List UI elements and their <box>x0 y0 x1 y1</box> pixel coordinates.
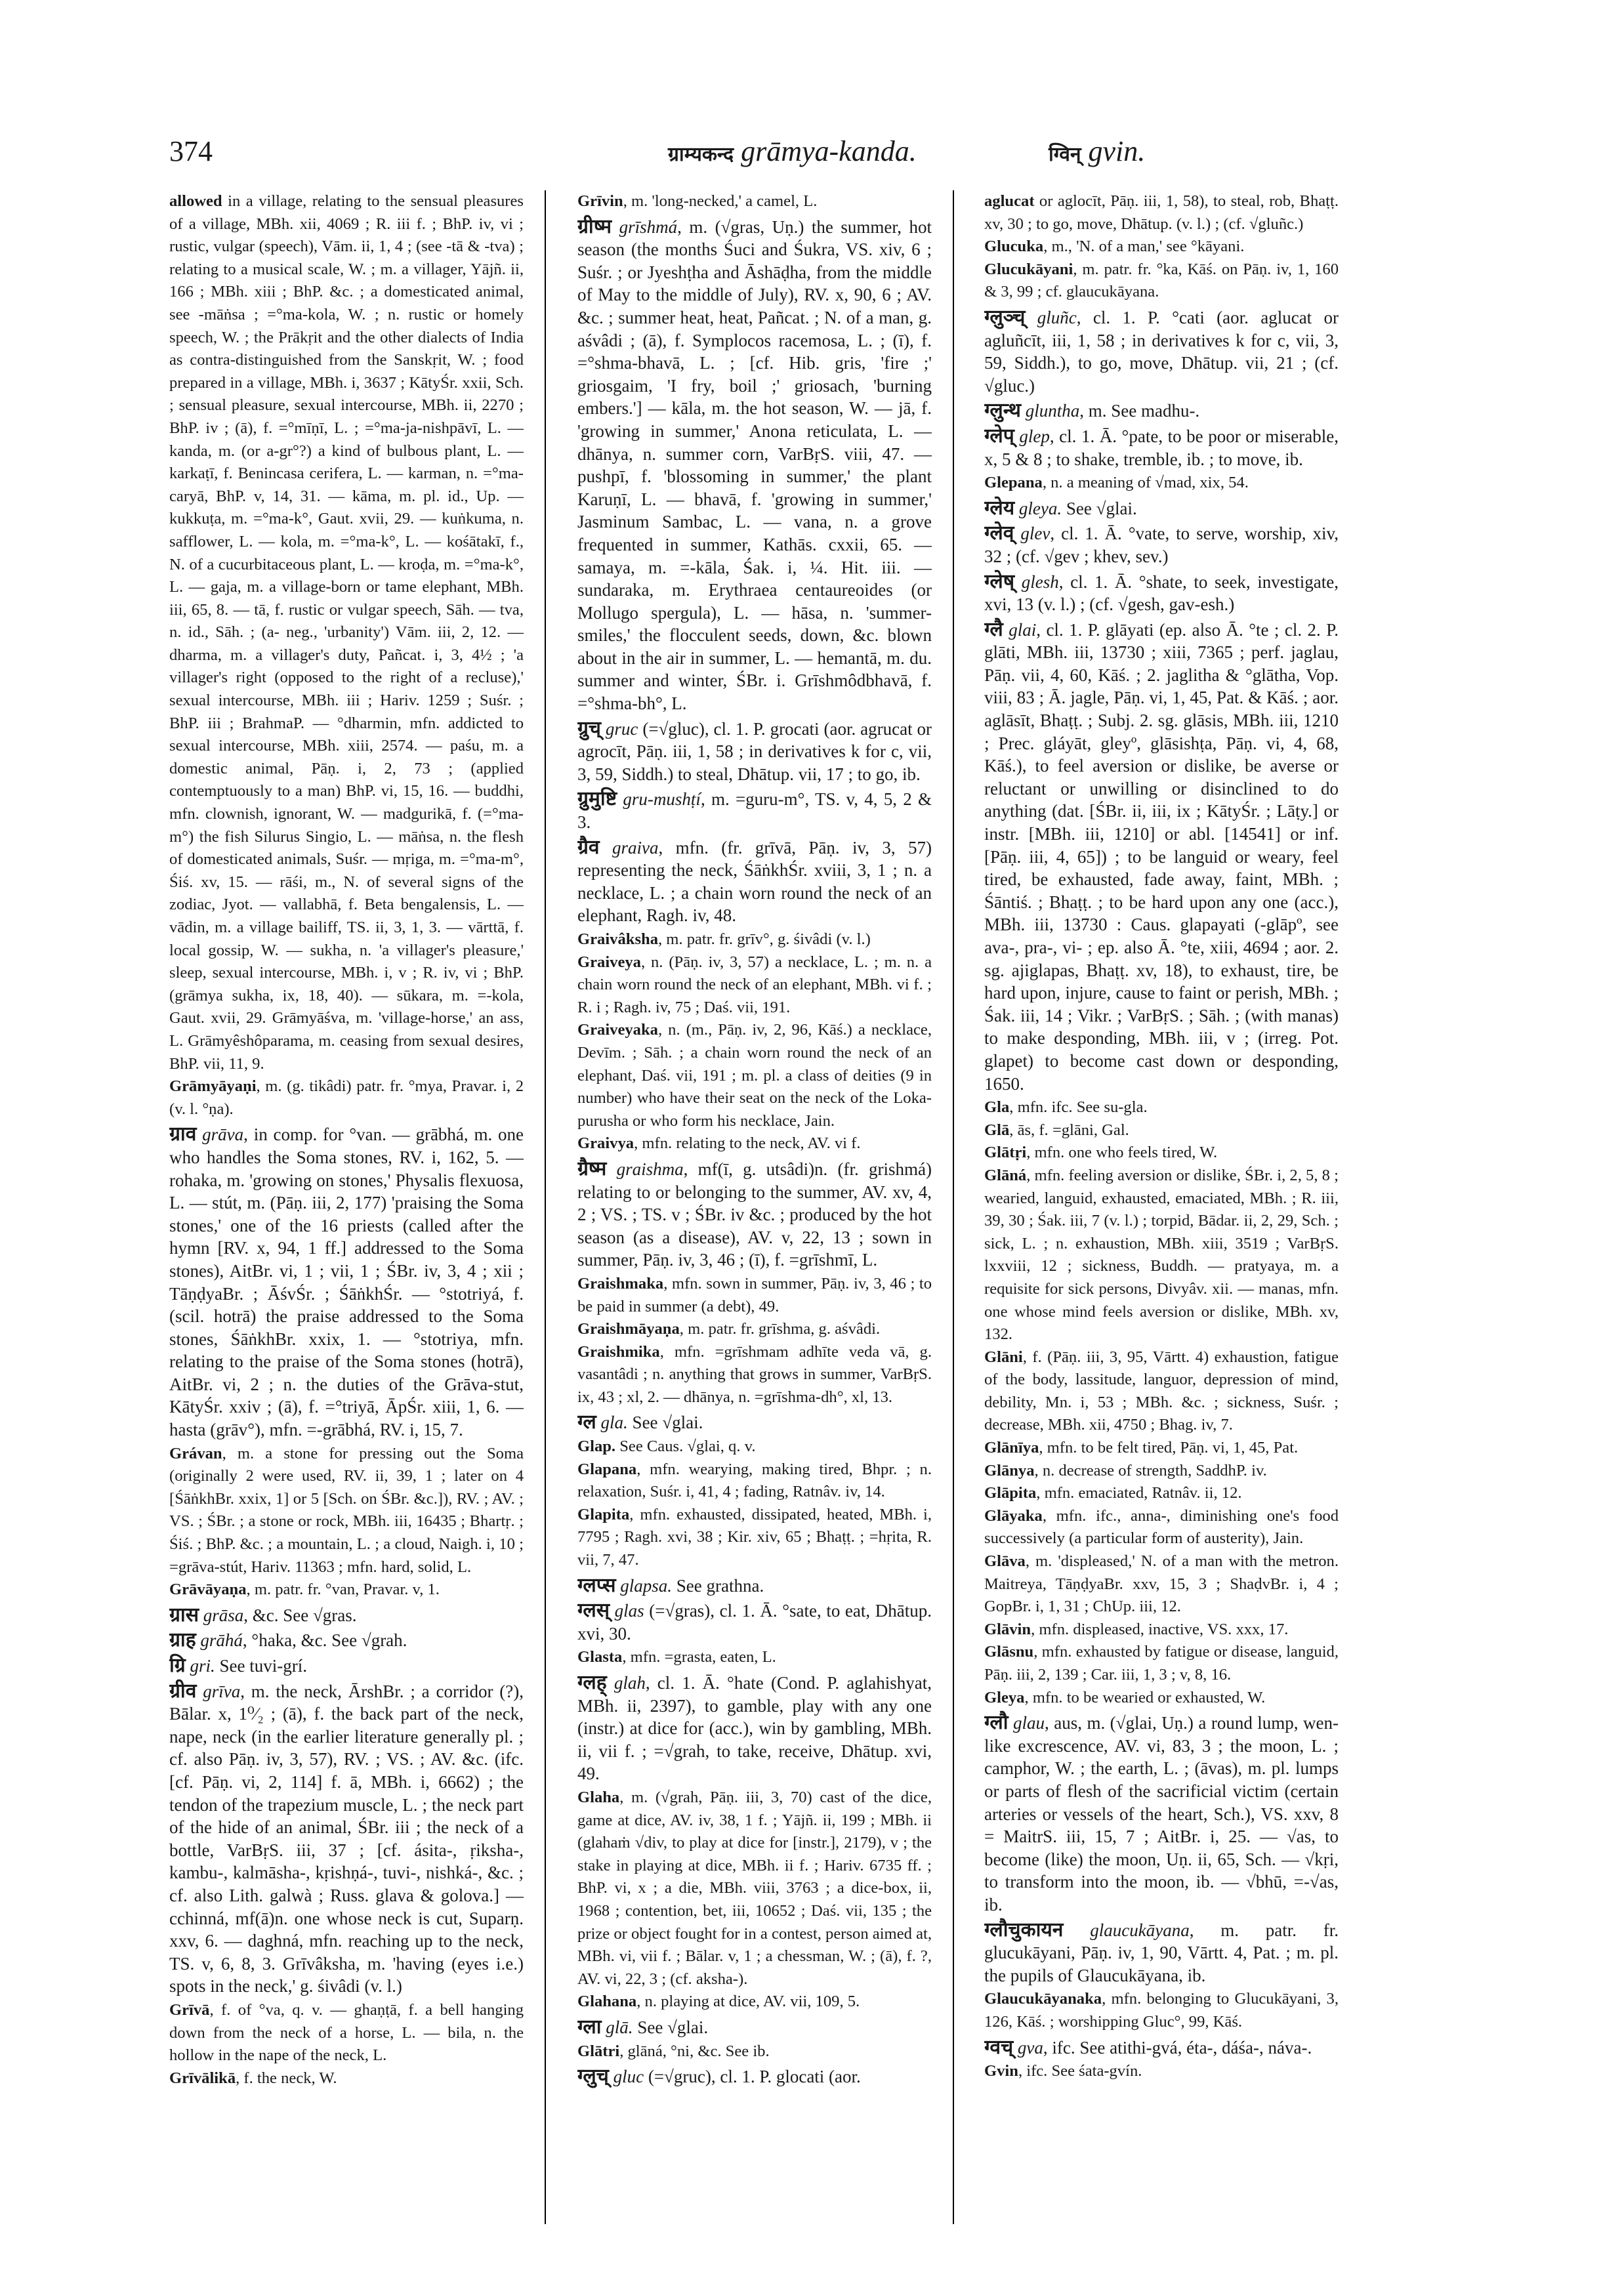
entry-text: Glapita, mfn. exhausted, dissipated, heated, MBh. i, 7795 ; Ragh. xvi, 38 ; Kir. xiv, 65 ; Bhaṭṭ. ; =hṛita, R. vii, 7, 47. <box>577 1505 932 1569</box>
dictionary-entry <box>984 1096 1339 1119</box>
left-headword-transliteration: grāmya-kanda. <box>741 135 917 167</box>
entry-text: Glāyaka, mfn. ifc., anna-, diminishing one's food successively (a particular form of austerity), Jain. <box>984 1506 1339 1548</box>
dictionary-entry <box>984 1619 1339 1642</box>
entry-text: Graishmāyaṇa, m. patr. fr. grīshma, g. aśvâdi. <box>577 1320 881 1338</box>
dictionary-entry <box>169 1655 524 1678</box>
dictionary-entry <box>984 1437 1339 1460</box>
entry-text: glai, cl. 1. P. glāyati (ep. also Ā. °te ; cl. 2. P. glāti, MBh. iii, 13730 ; xiii, 7365 ; perf. jaglau, Pāṇ. vii, 4, 60, Kāś. ; 2. jaglitha & °glātha, Vop. viii, 83 ; Ā. jagle, Pāṇ. vi, 1, 45, Pat. & Kāś. ; aor. aglāsīt, Bhaṭṭ. ; Subj. 2. sg. glāsis, MBh. iii, 1210 ; Prec. gláyāt, gleyº, glāsishṭa, Pāṇ. vi, 4, 68, Kāś.), to feel aversion or dislike, be averse or reluctant or unwilling or disinclined to do anything (dat. [ŚBr. ii, iii, ix ; KātyŚr. ; Lāṭy.] or instr. [MBh. iii, 1210] or abl. [14541] or inf. [Pāṇ. iii, 4, 65]) ; to be languid or weary, feel tired, be exhausted, fade away, faint, MBh. ; Śāntiś. ; Bhaṭṭ. ; to be hard upon any one (acc.), MBh. iii, 13730 : Caus. glapayati (-glāpº, see ava-, pra-, vi- ; ep. also Ā. °te, xiii, 4694 ; aor. 2. sg. ajiglapas, Bhaṭṭ. xv, 18), to exhaust, tire, be hard upon, injure, cause to faint or perish, MBh. ; Śak. iii, 14 ; Vikr. ; VarBṛS. ; Sāh. ; (with manas) to make desponding, MBh. iii, v ; (irreg. Pot. glapet) to become cast down or desponding, 1650. <box>984 619 1339 1094</box>
dictionary-entry <box>169 190 524 1075</box>
dictionary-entry <box>984 1988 1339 2033</box>
dictionary-entry <box>984 1712 1339 1916</box>
dictionary-entry <box>984 306 1339 397</box>
entry-text: gva, ifc. See atithi-gvá, éta-, dáśa-, náva-. <box>1017 2037 1312 2057</box>
entry-text: glaucukāyana, m. patr. fr. glucukāyani, Pāṇ. iv, 1, 90, Vārtt. 4, Pat. ; m. pl. the pupils of Glaucukāyana, ib. <box>984 1920 1339 1985</box>
dictionary-entry <box>169 1629 524 1652</box>
entry-text: Grāvāyaṇa, m. patr. fr. °van, Pravar. v, 1. <box>169 1581 440 1599</box>
entry-text: Grīvin, m. 'long-necked,' a camel, L. <box>577 192 818 210</box>
entry-devanagari-headword: ग्लुञ्च् <box>984 305 1026 329</box>
entry-devanagari-headword: ग्लह् <box>577 1671 607 1694</box>
dictionary-entry <box>577 1600 932 1645</box>
entry-text: glep, cl. 1. Ā. °pate, to be poor or miserable, x, 5 & 8 ; to shake, tremble, ib. ; to move, ib. <box>984 426 1339 469</box>
dictionary-entry <box>984 236 1339 258</box>
entry-text: Glāvin, mfn. displeased, inactive, VS. xxx, 17. <box>984 1620 1289 1638</box>
entry-text: Graivâksha, m. patr. fr. grīv°, g. śivâdi (v. l.) <box>577 930 871 948</box>
entry-text: Graishmika, mfn. =grīshmam adhīte veda vā, g. vasantâdi ; n. anything that grows in summer, VarBṛS. ix, 43 ; xl, 2. — dhānya, n. =grīshma-dh°, xl, 13. <box>577 1342 932 1406</box>
entry-devanagari-headword: ग्रि <box>169 1654 186 1677</box>
entry-text: Glātri, glāná, °ni, &c. See ib. <box>577 2042 770 2060</box>
dictionary-entry <box>577 1504 932 1572</box>
dictionary-entry <box>577 2065 932 2088</box>
entry-text: gluñc, cl. 1. P. °cati (aor. aglucat or agluñcīt, iii, 1, 58 ; in derivatives k for c, vii, 3, 59, Siddh.), to go, move, Dhātup. vii, 21 ; (cf. √gluc.) <box>984 307 1339 396</box>
entry-text: Graiveya, n. (Pāṇ. iv, 3, 57) a necklace, L. ; m. n. a chain worn round the neck of an elephant, MBh. vi f. ; R. i ; Ragh. iv, 75 ; Daś. vii, 191. <box>577 953 932 1016</box>
dictionary-entry <box>984 1142 1339 1165</box>
column-divider <box>953 190 954 2224</box>
entry-text: gleya. See √glai. <box>1018 498 1137 518</box>
left-headword-devanagari: ग्राम्यकन्द <box>668 143 734 166</box>
dictionary-entry <box>169 1579 524 1602</box>
column-1 <box>169 190 524 2237</box>
entry-text: Glahana, n. playing at dice, AV. vii, 109, 5. <box>577 1993 860 2011</box>
page-number: 374 <box>169 135 213 167</box>
entry-text: gla. See √glai. <box>600 1413 703 1433</box>
right-headword-devanagari: ग्विन् <box>1049 143 1081 166</box>
column-2 <box>577 190 932 2237</box>
entry-text: gruc (=√gluc), cl. 1. P. grocati (aor. agrucat or agrocīt, Pāṇ. iii, 1, 58 ; in derivatives k for c, vii, 3, 59, Siddh.) to steal, Dhātup. vii, 17 ; to go, ib. <box>577 718 932 784</box>
entry-text: Gleya, mfn. to be wearied or exhausted, W. <box>984 1688 1266 1706</box>
entry-text: Glucukāyani, m. patr. fr. °ka, Kāś. on Pāṇ. iv, 1, 160 & 3, 99 ; cf. glaucukāyana. <box>984 260 1339 301</box>
entry-text: glesh, cl. 1. Ā. °shate, to seek, investigate, xvi, 13 (v. l.) ; (cf. √gesh, gav-esh.) <box>984 571 1339 615</box>
entry-devanagari-headword: ग्ल <box>577 1411 596 1434</box>
entry-text: glau, aus, m. (√glai, Uṇ.) a round lump, wen-like excrescence, AV. vi, 83, 3 ; the moon, L. ; camphor, W. ; the earth, L. ; (āvas), m. pl. lumps or parts of flesh of the sacrificial victim (certain arteries or vessels of the heart, Sch.), VS. xxv, 8 = MaitrS. iii, 15, 7 ; AitBr. i, 25. — √as, to become (like) the moon, Uṇ. ii, 65, Sch. — √kṛi, to transform into the moon, ib. — √bhū, =-√as, ib. <box>984 1713 1339 1914</box>
entry-devanagari-headword: ग्लेष् <box>984 569 1015 593</box>
dictionary-entry <box>984 2037 1339 2059</box>
entry-devanagari-headword: ग्लेय <box>984 496 1015 520</box>
entry-text: Glasta, mfn. =grasta, eaten, L. <box>577 1648 776 1666</box>
dictionary-entry <box>984 1460 1339 1483</box>
dictionary-entry <box>169 1075 524 1121</box>
entry-devanagari-headword: ग्लौ <box>984 1711 1009 1735</box>
dictionary-entry <box>577 951 932 1020</box>
entry-text: graiva, mfn. (fr. grīvā, Pāṇ. iv, 3, 57) representing the neck, ŚāṅkhŚr. xviii, 3, 1 ; n. a necklace, L. ; a chain worn round the neck of an elephant, Ragh. iv, 48. <box>577 837 932 926</box>
right-headword-transliteration: gvin. <box>1088 135 1146 167</box>
dictionary-entry <box>577 837 932 927</box>
entry-text: allowed in a village, relating to the sensual pleasures of a village, MBh. xii, 4069 ; R. iii f. ; BhP. iv, vi ; rustic, vulgar (speech), Vām. ii, 1, 4 ; (see -tā & -tva) ; relating to a musical scale, W. ; m. a villager, Yājñ. ii, 166 ; MBh. xiii ; BhP. &c. ; a domesticated animal, see -māṅsa ; =°ma-kola, W. ; n. rustic or homely speech, W. ; the Prākṛit and the other dialects of India as contra-distinguished from the Sanskṛit, W. ; food prepared in a village, MBh. i, 3637 ; KātyŚr. xxii, Sch. ; sensual pleasure, sexual intercourse, MBh. ii, 2270 ; BhP. iv ; (ā), f. =°mīṇī, L. ; =°ma-ja-nishpāvī, L. — kanda, m. (or a-gr°?) a kind of bulbous plant, L. — karkaṭī, f. Benincasa cerifera, L. — karman, n. =°ma-caryā, BhP. v, 14, 31. — kāma, m. pl. id., Up. — kukkuṭa, m. =°ma-k°, Gaut. xvii, 29. — kuṅkuma, n. safflower, L. — kola, m. =°ma-k°, L. — kośātakī, f., N. of a cucurbitaceous plant, L. — kroḍa, m. =°ma-k°, L. — gaja, m. a village-born or tame elephant, MBh. iii, 65, 8. — tā, f. rustic or vulgar speech, Sāh. — tva, n. id., Sāh. ; (a- neg., 'urbanity') Vām. iii, 2, 12. — dharma, m. a villager's duty, Pañcat. i, 3, 4½ ; 'a villager's right (opposed to the right of a recluse),' sexual intercourse, MBh. iii ; Hariv. 1259 ; Suśr. ; BhP. iii ; BrahmaP. — °dharmin, mfn. addicted to sexual intercourse, MBh. xiii, 2574. — paśu, m. a domestic animal, Pāṇ. i, 2, 73 ; (applied contemptuously to a man) BhP. vi, 15, 16. — buddhi, mfn. clownish, ignorant, W. — madgurikā, f. (=°ma-m°) the fish Silurus Singio, L. — māṅsa, n. the flesh of domesticated animals, Suśr. — mṛiga, m. =°ma-m°, Śiś. xv, 15. — rāśi, m., N. of several signs of the zodiac, Jyot. — vallabhā, f. Beta bengalensis, L. — vādin, m. a village bailiff, TS. ii, 3, 1, 3. — vārttā, f. local gossip, W. — sukha, n. 'a villager's pleasure,' sleep, sexual intercourse, MBh. i, v ; R. iv, vi ; BhP. (grāmya sukha, ix, 18, 40). — sūkara, m. =-kola, Gaut. xvii, 29. Grāmyāśva, m. 'village-horse,' an ass, L. Grāmyêshôparama, m. ceasing from sexual desires, BhP. vii, 11, 9. <box>169 192 524 1073</box>
dictionary-entry <box>577 2040 932 2063</box>
entry-text: gluc (=√gruc), cl. 1. P. glocati (aor. <box>613 2067 861 2087</box>
entry-text: glapsa. See grathna. <box>620 1575 764 1596</box>
dictionary-entry <box>984 1346 1339 1437</box>
entry-text: Graivya, mfn. relating to the neck, AV. vi f. <box>577 1134 861 1153</box>
entry-text: Glāni, f. (Pāṇ. iii, 3, 95, Vārtt. 4) exhaustion, fatigue of the body, lassitude, languor, depression of mind, debility, Mn. i, 53 ; MBh. &c. ; sickness, Suśr. ; decrease, MBh. xii, 4750 ; Bhag. iv, 7. <box>984 1348 1339 1434</box>
dictionary-entry <box>577 1458 932 1504</box>
entry-devanagari-headword: ग्रैष्म <box>577 1157 607 1180</box>
entry-text: Glā, ās, f. =glāni, Gal. <box>984 1121 1129 1139</box>
left-running-headword <box>668 134 917 168</box>
entry-text: Glānya, n. decrease of strength, SaddhP. iv. <box>984 1461 1267 1479</box>
entry-text: graishma, mf(ī, g. utsâdi)n. (fr. grishmá) relating to or belonging to the summer, AV. xv, 4, 2 ; VS. ; TS. v ; ŚBr. iv &c. ; produced by the hot season (as a disease), AV. v, 22, 13 ; sown in summer, Pāṇ. iv, 3, 46 ; (ī), f. =grīshmī, L. <box>577 1159 932 1270</box>
dictionary-entry <box>984 425 1339 470</box>
dictionary-entry <box>577 1436 932 1458</box>
dictionary-entry <box>577 1132 932 1155</box>
entry-devanagari-headword: ग्राव <box>169 1123 197 1146</box>
dictionary-entry <box>984 522 1339 568</box>
dictionary-entry <box>577 1646 932 1669</box>
entry-devanagari-headword: ग्रैव <box>577 835 600 859</box>
dictionary-entry <box>984 1165 1339 1346</box>
dictionary-entry <box>577 1341 932 1409</box>
dictionary-entry <box>984 472 1339 495</box>
entry-text: grīshmá, m. (√gras, Uṇ.) the summer, hot season (the months Śuci and Śukra, VS. xiv, 6 ; Suśr. ; or Jyeshṭha and Āshāḍha, from the middle of May to the middle of July), RV. x, 90, 6 ; AV. &c. ; summer heat, heat, Pañcat. ; N. of a man, g. aśvâdi ; (ā), f. Symplocos racemosa, L. ; (ī), f. =°shma-bhavā, L. ; [cf. Hib. gris, 'fire ;' griosgaim, 'I fry, boil ;' griosach, 'burning embers.'] — kāla, m. the hot season, W. — jā, f. 'growing in summer,' Anona reticulata, L. — dhānya, n. summer corn, VarBṛS. viii, 47. — pushpī, f. 'blossoming in summer,' the plant Karuṇī, L. — bhavā, f. 'growing in summer,' Jasminum Sambac, L. — vana, n. a grove frequented in summer, Kathās. cxxii, 65. — samaya, m. =-kāla, Śak. i, ¼. Hit. iii. — sundaraka, m. Erythraea centaureoides (or Mollugo spergula), L. — hāsa, n. 'summer-smiles,' the flocculent seeds, down, &c. blown about in the air in summer, L. — hemantā, m. du. summer and winter, ŚBr. i. Grīshmôdbhavā, f. =°shma-bh°, L. <box>577 217 932 714</box>
entry-text: grāsa, &c. See √gras. <box>203 1605 357 1625</box>
entry-text: gluntha, m. See madhu-. <box>1025 401 1200 421</box>
dictionary-entry <box>577 1787 932 1991</box>
entry-text: Glucuka, m., 'N. of a man,' see °kāyani. <box>984 238 1245 256</box>
dictionary-entry <box>984 1505 1339 1550</box>
dictionary-entry <box>169 1680 524 1998</box>
dictionary-entry <box>577 1318 932 1341</box>
right-running-headword <box>1049 134 1145 168</box>
entry-text: aglucat or aglocīt, Pāṇ. iii, 1, 58), to steal, rob, Bhaṭṭ. xv, 30 ; to go, move, Dhātup. (v. l.) ; (cf. √gluñc.) <box>984 192 1339 233</box>
dictionary-entry <box>169 2067 524 2090</box>
entry-text: Glāsnu, mfn. exhausted by fatigue or disease, languid, Pāṇ. iii, 2, 139 ; Car. iii, 1, 3 ; v, 8, 16. <box>984 1643 1339 1684</box>
entry-devanagari-headword: ग्रीव <box>169 1679 197 1703</box>
entry-text: Graishmaka, mfn. sown in summer, Pāṇ. iv, 3, 46 ; to be paid in summer (a debt), 49. <box>577 1274 932 1315</box>
column-divider <box>545 190 546 2224</box>
entry-text: Glap. See Caus. √glai, q. v. <box>577 1437 756 1456</box>
entry-text: Glaucukāyanaka, mfn. belonging to Glucukāyani, 3, 126, Kāś. ; worshipping Gluc°, 99, Kāś. <box>984 1990 1339 2031</box>
entry-text: Grīvā, f. of °va, q. v. — ghaṇṭā, f. a bell hanging down from the neck of a horse, L. — bila, n. the hollow in the nape of the neck, L. <box>169 2000 524 2065</box>
dictionary-entry <box>984 619 1339 1095</box>
entry-text: Glapana, mfn. wearying, making tired, Bhpr. ; n. relaxation, Suśr. i, 41, 4 ; fading, Ratnâv. iv, 14. <box>577 1460 932 1501</box>
dictionary-entry <box>577 928 932 951</box>
entry-devanagari-headword: ग्लुच् <box>577 2065 609 2088</box>
dictionary-entry <box>984 400 1339 423</box>
entry-devanagari-headword: ग्वच् <box>984 2035 1014 2059</box>
dictionary-entry <box>577 190 932 213</box>
entry-text: Graiveyaka, n. (m., Pāṇ. iv, 2, 96, Kāś.) a necklace, Devīm. ; Sāh. ; a chain worn round the neck of an elephant, Daś. vii, 191 ; m. pl. a class of deities (9 in number) who have their seat on the neck of the Loka-purusha or who form his necklace, Jain. <box>577 1021 932 1130</box>
dictionary-entry <box>169 1604 524 1627</box>
dictionary-entry <box>169 1123 524 1441</box>
dictionary-entry <box>984 571 1339 616</box>
entry-text: grāhá, °haka, &c. See √grah. <box>200 1630 407 1651</box>
entry-text: glah, cl. 1. Ā. °hate (Cond. P. aglahishyat, MBh. ii, 2397), to gamble, play with any one (instr.) at dice for (acc.), win by gambling, MBh. ii, vii f. ; =√grah, to take, receive, Dhātup. xvi, 49. <box>577 1673 932 1784</box>
entry-text: Glāpita, mfn. emaciated, Ratnâv. ii, 12. <box>984 1484 1242 1502</box>
dictionary-entry <box>577 788 932 833</box>
entry-text: Glepana, n. a meaning of √mad, xix, 54. <box>984 474 1249 492</box>
entry-text: gri. See tuvi-grí. <box>190 1656 307 1676</box>
column-3 <box>984 190 1339 2237</box>
dictionary-entry <box>169 1999 524 2067</box>
entry-devanagari-headword: ग्लस् <box>577 1599 610 1623</box>
entry-text: Glaha, m. (√grah, Pāṇ. iii, 3, 70) cast of the dice, game at dice, AV. iv, 38, 1 f. ; Yājñ. ii, 199 ; MBh. ii (glahaṁ √div, to play at dice for [instr.], 2179), v ; the stake in playing at dice, MBh. ii f. ; Hariv. 6735 ff. ; BhP. vi, x ; a die, MBh. viii, 3763 ; a dice-box, ii, 1968 ; contention, bet, iii, 10652 ; Daś. vii, 135 ; the prize or object fought for in a contest, person aimed at, MBh. vi, vii f. ; Bālar. v, 1 ; a chessman, W. ; (ā), f. ?, AV. vi, 22, 3 ; (cf. aksha-). <box>577 1788 932 1988</box>
dictionary-entry <box>577 1411 932 1434</box>
entry-text: Gla, mfn. ifc. See su-gla. <box>984 1098 1148 1117</box>
dictionary-entry <box>984 1641 1339 1686</box>
entry-devanagari-headword: ग्रीष्म <box>577 215 612 238</box>
entry-text: glev, cl. 1. Ā. °vate, to serve, worship, xiv, 32 ; (cf. √gev ; khev, sev.) <box>984 524 1339 566</box>
dictionary-entry <box>984 497 1339 520</box>
entry-text: glā. See √glai. <box>606 2017 709 2037</box>
entry-text: Grāmyāyaṇi, m. (g. tikâdi) patr. fr. °mya, Pravar. i, 2 (v. l. °ṇa). <box>169 1077 524 1118</box>
entry-text: Gvin, ifc. See śata-gvín. <box>984 2062 1142 2080</box>
entry-text: grīva, m. the neck, ĀrshBr. ; a corridor (?), Bālar. x, 1⁰⁄₂ ; (ā), f. the back part of the neck, nape, neck (in the earlier literature generally pl. ; cf. also Pāṇ. iv, 3, 57), RV. ; VS. ; AV. &c. (ifc. [cf. Pāṇ. vi, 2, 114] f. ā, MBh. i, 6662) ; the tendon of the trapezium muscle, L. ; the neck part of the hide of an animal, ŚBr. iii ; the neck of a bottle, VarBṛS. iii, 37 ; [cf. ásita-, ṛiksha-, kambu-, kalmāsha-, kṛishṇá-, tuvi-, nishká-, &c. ; cf. also Lith. galwà ; Russ. glava & golova.] — cchinná, mf(ā)n. one whose neck is cut, Suparṇ. xxv, 6. — daghná, mfn. reaching up to the neck, TS. v, 6, 8, 3. Grīvâksha, m. 'having (eyes i.e.) spots in the neck,' g. śivâdi (v. l.) <box>169 1681 524 1996</box>
entry-devanagari-headword: ग्रुमुष्टि <box>577 787 617 811</box>
dictionary-entry <box>577 1575 932 1598</box>
entry-text: Glātṛi, mfn. one who feels tired, W. <box>984 1144 1218 1162</box>
dictionary-entry <box>577 1991 932 2014</box>
dictionary-entry <box>984 2060 1339 2083</box>
entry-devanagari-headword: ग्रास <box>169 1603 199 1626</box>
page-header <box>169 134 1482 187</box>
entry-devanagari-headword: ग्लै <box>984 617 1003 641</box>
dictionary-entry <box>577 1158 932 1272</box>
dictionary-entry <box>984 1687 1339 1710</box>
dictionary-entry <box>984 190 1339 236</box>
entry-text: grāva, in comp. for °van. — grābhá, m. one who handles the Soma stones, RV. i, 162, 5. — rohaka, m. 'growing on stones,' Physalis flexuosa, L. — stút, m. (Pāṇ. iii, 2, 177) 'praising the Soma stones,' one of the 16 priests (called after the hymn [RV. x, 94, 1 ff.] addressed to the Soma stones), AitBr. vi, 1 ; vii, 1 ; ŚBr. iv, 3, 4 ; xii ; TāṇḍyaBr. ; ĀśvŚr. ; ŚāṅkhŚr. — °stotriyá, f. (scil. hotrā) the praise addressed to the Soma stones, ŚāṅkhBr. xxix, 1. — °stotriya, mfn. relating to the praise of the Soma stones (hotrā), AitBr. vi, 2 ; n. the duties of the Grāva-stut, KātyŚr. xxiv ; (ā), f. =°triyā, ĀpŚr. xiii, 1, 6. — hasta (grāv°), mfn. =-grābhá, RV. i, 15, 7. <box>169 1125 524 1440</box>
dictionary-entry <box>984 1550 1339 1619</box>
entry-devanagari-headword: ग्लुन्थ <box>984 399 1021 423</box>
dictionary-entry <box>169 1443 524 1579</box>
entry-text: gru-mushṭí, m. =guru-m°, TS. v, 4, 5, 2 & 3. <box>577 789 932 833</box>
dictionary-entry <box>984 1919 1339 1987</box>
dictionary-entry <box>577 2016 932 2039</box>
dictionary-entry <box>577 1019 932 1132</box>
entry-text: Glānīya, mfn. to be felt tired, Pāṇ. vi, 1, 45, Pat. <box>984 1439 1299 1457</box>
dictionary-entry <box>984 1119 1339 1142</box>
dictionary-entry <box>577 216 932 715</box>
entry-devanagari-headword: ग्लेप् <box>984 424 1014 447</box>
entry-devanagari-headword: ग्ला <box>577 2015 602 2038</box>
dictionary-entry <box>577 718 932 786</box>
entry-text: Glāva, m. 'displeased,' N. of a man with the metron. Maitreya, TāṇḍyaBr. xxv, 15, 3 ; ShaḍvBr. i, 4 ; GopBr. i, 1, 31 ; ChUp. iii, 12. <box>984 1552 1339 1616</box>
dictionary-entry <box>577 1672 932 1785</box>
entry-devanagari-headword: ग्रुच् <box>577 716 601 740</box>
dictionary-entry <box>984 258 1339 304</box>
dictionary-entry <box>984 1482 1339 1505</box>
entry-text: Glāná, mfn. feeling aversion or dislike, ŚBr. i, 2, 5, 8 ; wearied, languid, exhausted, emaciated, MBh. ; R. iii, 39, 30 ; Śak. iii, 7 (v. l.) ; torpid, Bādar. ii, 2, 29, Sch. ; sick, L. ; n. exhaustion, MBh. xiii, 3519 ; VarBṛS. lxxviii, 12 ; sickness, Buddh. — pratyaya, m. a requisite for sick persons, Divyâv. xii. — manas, mfn. one whose mind feels aversion or dislike, MBh. xv, 132. <box>984 1166 1339 1344</box>
entry-devanagari-headword: ग्लेव् <box>984 522 1014 545</box>
entry-devanagari-headword: ग्लौचुकायन <box>984 1918 1064 1941</box>
entry-devanagari-headword: ग्लप्स <box>577 1573 616 1597</box>
dictionary-entry <box>577 1273 932 1318</box>
entry-devanagari-headword: ग्राह <box>169 1628 196 1652</box>
entry-text: Grīvālikā, f. the neck, W. <box>169 2069 337 2087</box>
entry-text: glas (=√gras), cl. 1. Ā. °sate, to eat, Dhātup. xvi, 30. <box>577 1601 932 1644</box>
entry-text: Grávan, m. a stone for pressing out the Soma (originally 2 were used, RV. ii, 39, 1 ; later on 4 [ŚāṅkhBr. xxix, 1] or 5 [Sch. on ŚBr. &c.]), RV. ; AV. ; VS. ; ŚBr. ; a stone or rock, MBh. iii, 16435 ; Bhartṛ. ; Śiś. ; BhP. &c. ; a mountain, L. ; a cloud, Naigh. i, 10 ; =grāva-stút, Hariv. 11363 ; mfn. hard, solid, L. <box>169 1444 524 1576</box>
